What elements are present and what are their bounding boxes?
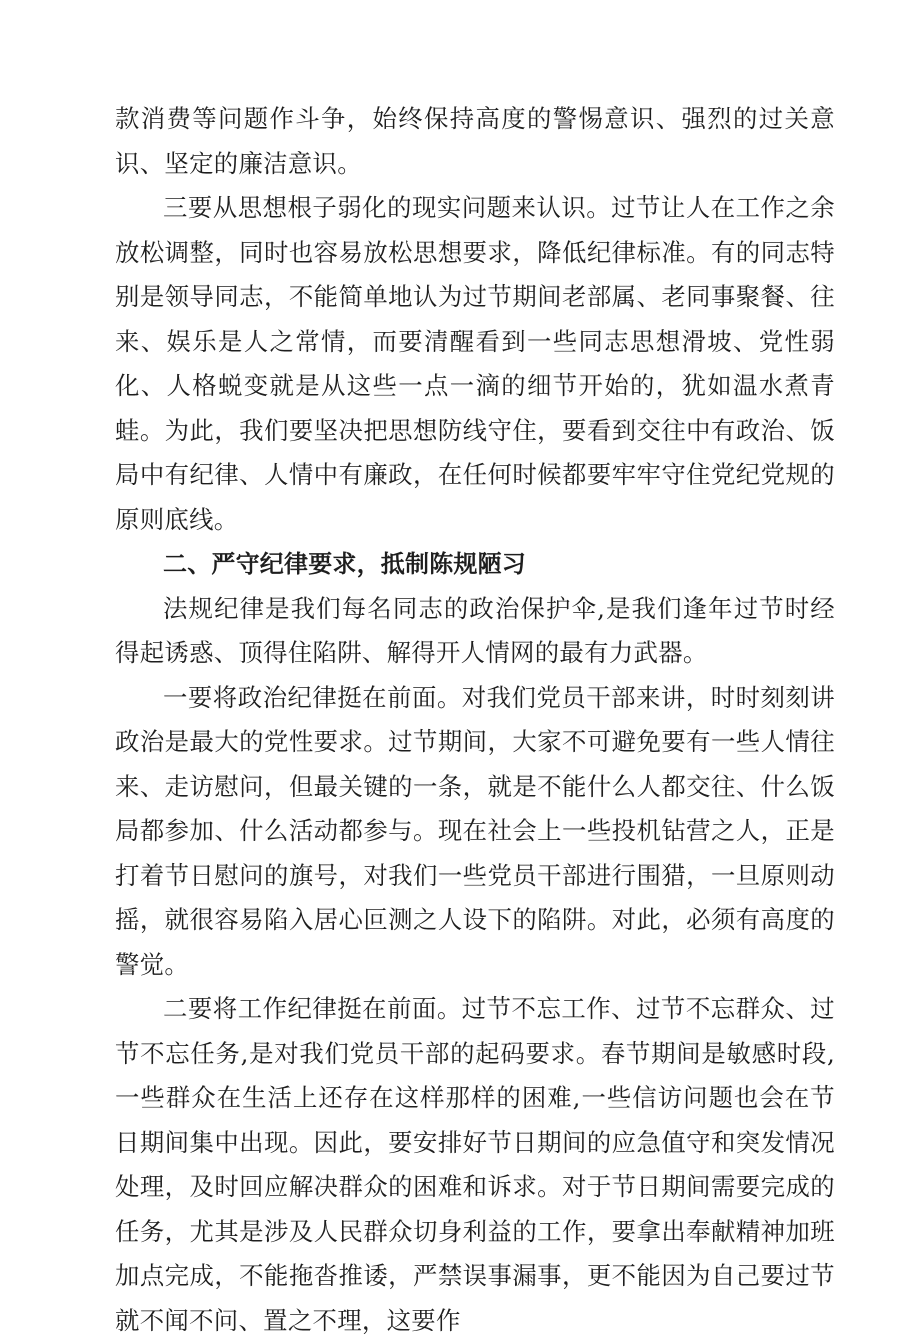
paragraph-work-discipline: 二要将工作纪律挺在前面。过节不忘工作、过节不忘群众、过节不忘任务,是对我们党员干部的起码要求。春节期间是敏感时段,一些群众在生活上还存在这样那样的困难,一些信访问题也会在节日期间集中出现。因此，要安排好节日期间的应急值守和突发情况处理，及时回应解决群众的困难和诉求。对于节日期间需要完成的任务，尤其是涉及人民群众切身利益的工作，要拿出奉献精神加班加点完成，不能拖沓推诿，严禁误事漏事，更不能因为自己要过节就不闻不问、置之不理，这要作 bbox=[115, 994, 835, 1335]
paragraph-third-point: 三要从思想根子弱化的现实问题来认识。过节让人在工作之余放松调整，同时也容易放松思想要求，降低纪律标准。有的同志特别是领导同志，不能简单地认为过节期间老部属、老同事聚餐、往来、娱乐是人之常情，而要清醒看到一些同志思想滑坡、党性弱化、人格蜕变就是从这些一点一滴的细节开始的，犹如温水煮青蛙。为此，我们要坚决把思想防线守住，要看到交往中有政治、饭局中有纪律、人情中有廉政，在任何时候都要牢牢守住党纪党规的原则底线。 bbox=[115, 193, 835, 534]
section-heading: 二、严守纪律要求，抵制陈规陋习 bbox=[163, 550, 526, 578]
paragraph-political-discipline: 一要将政治纪律挺在前面。对我们党员干部来讲，时时刻刻讲政治是最大的党性要求。过节期间，大家不可避免要有一些人情往来、走访慰问，但最关键的一条，就是不能什么人都交往、什么饭局都参加、什么活动都参与。现在社会上一些投机钻营之人，正是打着节日慰问的旗号，对我们一些党员干部进行围猎，一旦原则动摇，就很容易陷入居心叵测之人设下的陷阱。对此，必须有高度的警觉。 bbox=[115, 682, 835, 979]
paragraph-section-intro: 法规纪律是我们每名同志的政治保护伞,是我们逢年过节时经得起诱惑、顶得住陷阱、解得开人情网的最有力武器。 bbox=[115, 593, 835, 667]
paragraph-continued: 款消费等问题作斗争，始终保持高度的警惕意识、强烈的过关意识、坚定的廉洁意识。 bbox=[115, 104, 835, 178]
document-body bbox=[115, 97, 835, 1343]
